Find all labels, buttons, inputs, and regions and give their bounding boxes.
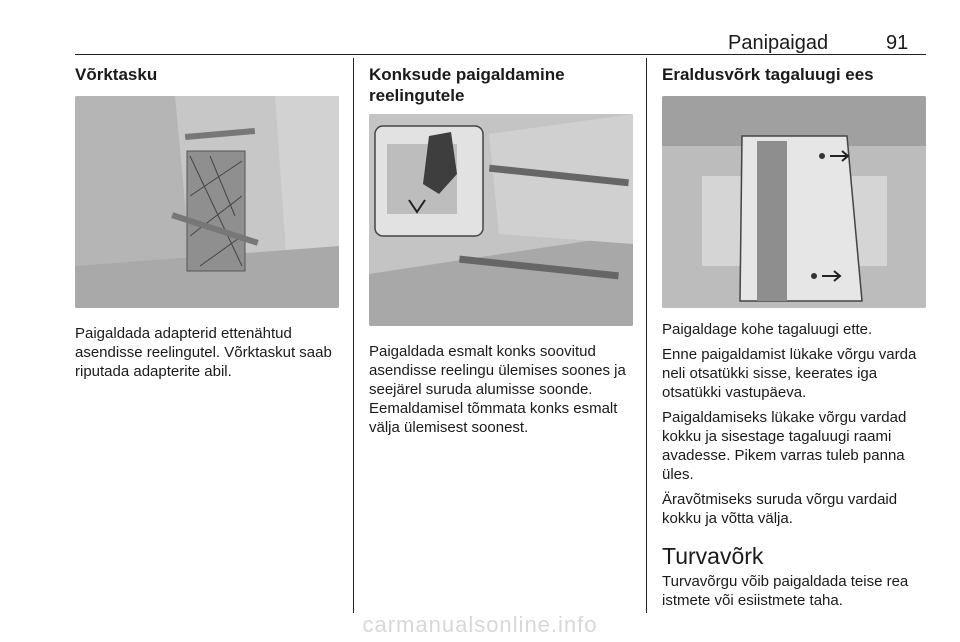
column-1-body xyxy=(75,324,343,387)
section-heading-turvavork: Turvavõrk xyxy=(662,543,764,569)
paragraph-eraldusvork-4: Äravõtmiseks suruda võrgu vardaid kokku ja võtta välja. xyxy=(662,491,898,527)
column-3 xyxy=(662,64,930,85)
column-1 xyxy=(75,64,343,85)
watermark: carmanualsonline.info xyxy=(362,612,598,637)
column-3-body xyxy=(662,320,934,616)
figure-separation-net xyxy=(662,96,926,308)
column-divider-1 xyxy=(353,58,354,613)
hook-installation-illustration xyxy=(369,114,633,326)
separation-net-illustration xyxy=(662,96,926,308)
header-rule xyxy=(75,54,926,55)
page-number: 91 xyxy=(886,32,909,54)
section-title-konksude-paigaldamine: Konksude paigaldamine reelingutele xyxy=(369,65,565,105)
paragraph-eraldusvork-1: Paigaldage kohe tagaluugi ette. xyxy=(662,321,873,338)
section-title-eraldusvork: Eraldusvõrk tagaluugi ees xyxy=(662,65,874,84)
figure-hook-installation xyxy=(369,114,633,326)
column-divider-2 xyxy=(646,58,647,613)
paragraph-turvavork: Turvavõrgu võib paigaldada teise rea istmete või esiistmete taha. xyxy=(662,573,909,609)
paragraph-eraldusvork-3: Paigaldamiseks lükake võrgu vardad kokku ja sisestage tagaluugi raami avadesse. Pikem varras tuleb panna üles. xyxy=(662,409,907,483)
column-2 xyxy=(369,64,639,106)
column-2-body xyxy=(369,342,639,443)
page-header-title: Panipaigad xyxy=(728,32,829,54)
section-title-vorktasku: Võrktasku xyxy=(75,65,158,84)
paragraph-konksude: Paigaldada esmalt konks soovitud asendisse reelingu ülemises soones ja seejärel suruda alumisse soonde. Eemaldamisel tõmmata konks esmalt välja ülemisest soonest. xyxy=(369,343,626,436)
paragraph-eraldusvork-2: Enne paigaldamist lükake võrgu varda neli otsatükki sisse, keerates iga otsatükki vastupäeva. xyxy=(662,346,917,401)
figure-cargo-net-pocket xyxy=(75,96,339,308)
paragraph-vorktasku: Paigaldada adapterid ettenähtud asendisse reelingutel. Võrktaskut saab riputada adapterite abil. xyxy=(75,325,332,380)
cargo-net-pocket-illustration xyxy=(75,96,339,308)
